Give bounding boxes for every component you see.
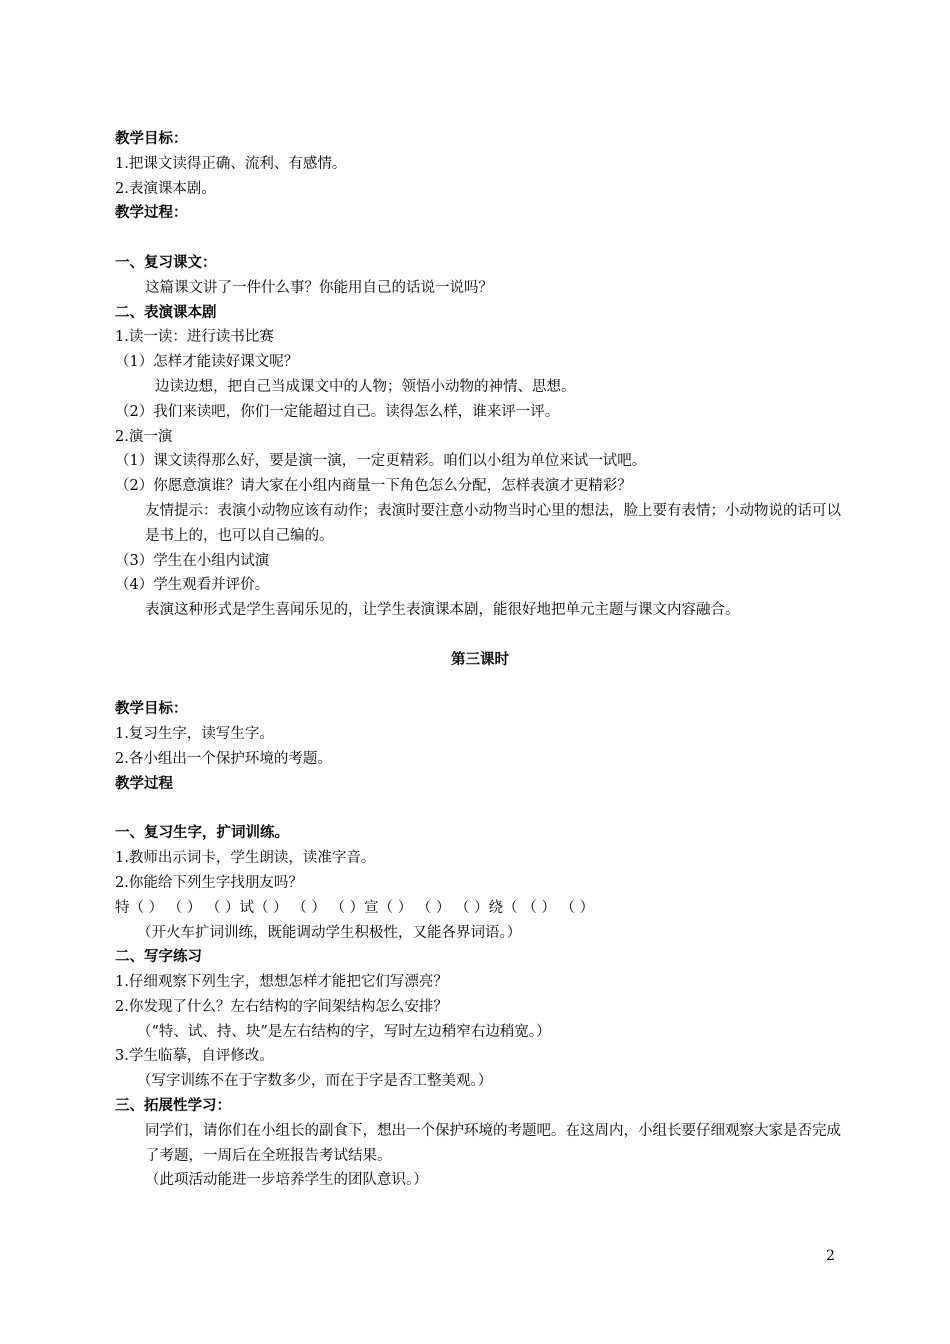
objective-item: 1.把课文读得正确、流利、有感情。 — [115, 155, 347, 172]
paragraph: 表演这种形式是学生喜闻乐见的，让学生表演课本剧，能很好地把单元主题与课文内容融合。 — [145, 602, 740, 619]
spacer — [115, 797, 845, 822]
heading-objectives: 教学目标： — [115, 701, 188, 718]
paragraph: 这篇课文讲了一件什么事？你能用自己的话说一说吗？ — [145, 279, 493, 296]
step-item: 2.你能给下列生字找朋友吗？ — [115, 874, 303, 891]
step-item: 1.仔细观察下列生字，想想怎样才能把它们写漂亮？ — [115, 974, 448, 991]
tip-paragraph: 友情提示：表演小动物应该有动作；表演时要注意小动物当时心里的想法，脸上要有表情；小动物说的话可以是书上的，也可以自己编的。 — [145, 502, 841, 544]
spacer — [115, 673, 845, 698]
section-heading: 二、表演课本剧 — [115, 304, 217, 321]
heading-objectives: 教学目标： — [115, 131, 188, 147]
step-item: 2.演一演 — [115, 428, 173, 445]
heading-process: 教学过程： — [115, 205, 188, 222]
sub-item: （3）学生在小组内试演 — [115, 552, 270, 569]
paragraph: 同学们，请你们在小组长的副食下，想出一个保护环境的考题吧。在这周内，小组长要仔细观察大家是否完成了考题，一周后在全班报告考试结果。 — [145, 1122, 841, 1164]
step-item: 1.教师出示词卡，学生朗读，读准字音。 — [115, 850, 376, 867]
note: （写字训练不在于字数多少，而在于字是否工整美观。） — [137, 1073, 493, 1090]
step-item: 2.你发现了什么？左右结构的字间架结构怎么安排？ — [115, 998, 448, 1015]
step-item: 1.读一读：进行读书比赛 — [115, 329, 274, 346]
word-blank-exercise: 特（ ） （ ） （ ）试（ ） （ ） （ ）宣（ ） （ ） （ ）绕（ （ ） （ ） — [115, 899, 595, 916]
sub-item: （4）学生观看并评价。 — [115, 577, 270, 594]
section-heading: 一、复习课文： — [115, 254, 217, 271]
lesson-title: 第三课时 — [451, 651, 509, 668]
note: （“特、试、持、块”是左右结构的字，写时左边稍窄右边稍宽。） — [137, 1023, 551, 1040]
objective-item: 2.表演课本剧。 — [115, 180, 216, 197]
note: （开火车扩词训练，既能调动学生积极性，又能各界词语。） — [137, 924, 522, 941]
section-heading: 三、拓展性学习： — [115, 1098, 231, 1115]
section-heading: 一、复习生字，扩词训练。 — [115, 825, 289, 842]
objective-item: 1.复习生字，读写生字。 — [115, 726, 274, 743]
sub-item: （1）怎样才能读好课文呢？ — [115, 354, 299, 371]
sub-item: （2）你愿意演谁？请大家在小组内商量一下角色怎么分配，怎样表演才更精彩？ — [115, 478, 632, 495]
sub-item: （2）我们来读吧，你们一定能超过自己。读得怎么样，谁来评一评。 — [115, 403, 560, 420]
page-number: 2 — [826, 1248, 835, 1264]
sub-item: （1）课文读得那么好，要是演一演，一定更精彩。咱们以小组为单位来试一试吧。 — [115, 453, 647, 470]
spacer — [115, 226, 845, 251]
heading-process: 教学过程 — [115, 775, 173, 792]
document-page — [115, 127, 845, 1193]
note: （此项活动能进一步培养学生的团队意识。） — [145, 1172, 428, 1189]
paragraph: 边读边想，把自己当成课文中的人物；领悟小动物的神情、思想。 — [155, 378, 576, 395]
step-item: 3.学生临摹，自评修改。 — [115, 1048, 274, 1065]
section-heading: 二、写字练习 — [115, 949, 202, 966]
objective-item: 2.各小组出一个保护环境的考题。 — [115, 750, 332, 767]
spacer — [115, 623, 845, 648]
